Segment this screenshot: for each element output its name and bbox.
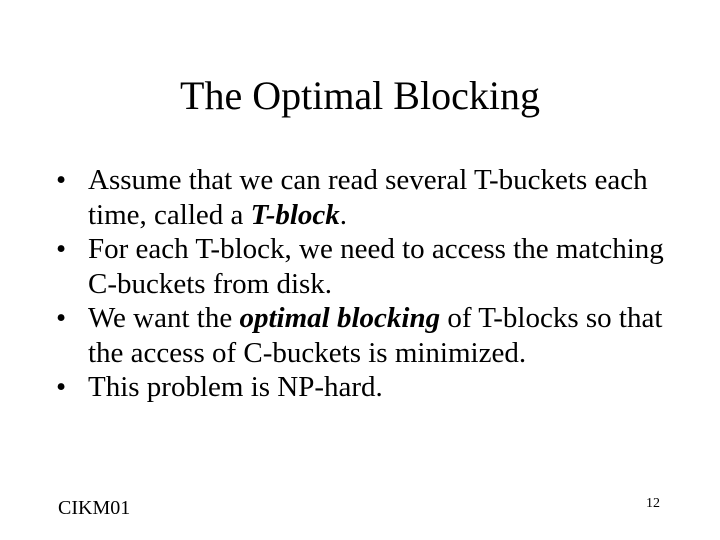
footer-label: CIKM01 (58, 497, 131, 519)
bullet-dot-icon: • (56, 371, 67, 403)
bullet-item (56, 232, 696, 301)
bullet-dot-icon: • (56, 164, 67, 196)
bullet-item (56, 163, 696, 232)
bullet-text: This problem is NP-hard. (88, 371, 383, 403)
bullet-text: For each T-block, we need to access the matching C-buckets from disk. (88, 233, 664, 300)
bullet-item (56, 301, 696, 370)
bullet-text: We want the (88, 302, 240, 334)
bullet-dot-icon: • (56, 302, 67, 334)
slide-title: The Optimal Blocking (180, 73, 540, 118)
bullet-emphasis: optimal blocking (239, 302, 441, 334)
bullet-text: Assume that we can read several T-buckets each time, called a (88, 164, 648, 231)
bullet-item (56, 370, 696, 405)
bullet-dot-icon: • (56, 233, 67, 265)
bullet-list (56, 163, 696, 405)
bullet-text-tail: of T-blocks so that the access of C-buckets is minimized. (88, 302, 663, 369)
page-number: 12 (646, 496, 660, 511)
bullet-text-tail: . (339, 198, 348, 231)
bullet-emphasis: T-block (250, 198, 340, 231)
